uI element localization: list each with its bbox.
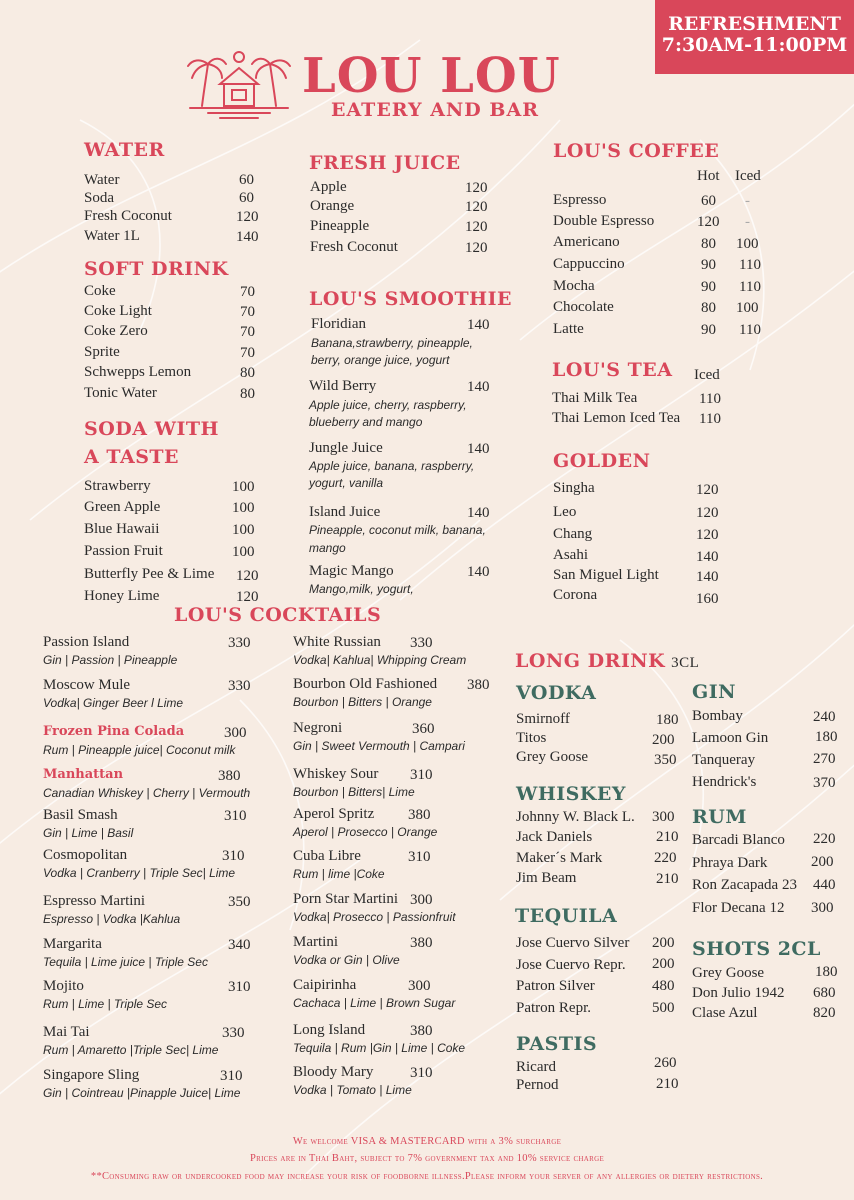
column-header-iced: Iced [735,168,761,184]
item-price-hot: 90 [701,322,716,338]
item-name: Jose Cuervo Repr. [516,957,626,973]
item-price-hot: 60 [701,193,716,209]
item-price: 120 [696,527,719,543]
item-price: 180 [815,964,838,980]
item-price: 350 [654,752,677,768]
cocktail-ingredients: Vodka | Cranberry | Triple Sec| Lime [43,866,236,880]
item-price-iced: - [745,193,750,209]
item-description: Pineapple, coconut milk, banana, [309,523,486,537]
item-name: Phraya Dark [692,855,768,871]
item-name: Singha [553,480,595,496]
item-name: Patron Silver [516,978,595,994]
item-price: 60 [239,172,254,188]
brand-name: LOU LOU [302,48,561,104]
item-price: 160 [696,591,719,607]
badge-line-2: 7:30AM-11:00PM [661,34,848,56]
cocktail-ingredients: Tequila | Rum |Gin | Lime | Coke [293,1041,466,1055]
cocktail-price: 300 [408,978,431,994]
cocktail-price: 330 [222,1025,245,1041]
item-name: Butterfly Pee & Lime [84,566,215,582]
cocktail-price: 310 [224,808,247,824]
item-price: 70 [240,324,255,340]
cocktail-price: 330 [410,635,433,651]
item-description: blueberry and mango [309,415,423,429]
item-price: 270 [813,751,836,767]
cocktail-price: 300 [224,725,247,741]
cocktail-price: 310 [408,849,431,865]
footer-payment-note: We welcome VISA & MASTERCARD with a 3% surcharge [292,1136,562,1147]
item-name: Don Julio 1942 [692,985,785,1001]
cocktail-price: 380 [467,677,490,693]
item-name: Floridian [311,316,366,332]
cocktail-price: 380 [408,807,431,823]
section-title-cocktails: LOU'S COCKTAILS [174,604,382,626]
cocktail-ingredients: Vodka| Prosecco | Passionfruit [293,910,456,924]
item-name: Green Apple [84,499,161,515]
cocktail-name: Cuba Libre [293,848,361,864]
footer-tax-note: Prices are in Thai Baht, subject to 7% government tax and 10% service charge [249,1153,605,1164]
item-price: 120 [465,219,488,235]
item-price: 100 [232,522,255,538]
item-name: Schwepps Lemon [84,364,192,380]
item-price: 200 [652,935,675,951]
badge-line-1: REFRESHMENT [668,13,841,35]
cocktail-name: Moscow Mule [43,677,131,693]
item-name: Ron Zacapada 23 [692,877,797,893]
item-name: Coke [84,283,116,299]
item-price: 70 [240,345,255,361]
item-description: Apple juice, cherry, raspberry, [309,398,467,412]
item-price: 120 [236,589,259,605]
item-name: Island Juice [309,504,381,520]
cocktail-name: Mojito [43,978,84,994]
cocktail-name: Negroni [293,720,343,736]
cocktail-name: Bloody Mary [293,1064,374,1080]
item-price: 140 [467,317,490,333]
item-name: Asahi [553,547,588,563]
item-name: Blue Hawaii [84,521,160,537]
item-price-hot: 80 [701,236,716,252]
item-name: Pineapple [310,218,370,234]
cocktail-price: 300 [410,892,433,908]
section-title-rum: RUM [692,806,747,828]
item-name: Corona [553,587,598,603]
section-title-soda-taste-1: SODA WITH [84,418,219,440]
menu-item [84,189,114,207]
item-name: Barcadi Blanco [692,832,785,848]
item-price: 210 [656,829,679,845]
item-price: 180 [656,712,679,728]
item-price: 70 [240,284,255,300]
item-price: 370 [813,775,836,791]
item-price: 140 [236,229,259,245]
cocktail-name: Martini [293,934,338,950]
item-description: berry, orange juice, yogurt [311,353,450,367]
item-name: San Miguel Light [553,567,659,583]
item-price: 110 [699,391,721,407]
section-title-gin: GIN [692,681,736,703]
item-name: Tonic Water [84,385,157,401]
item-price: 300 [811,900,834,916]
cocktail-ingredients: Vodka or Gin | Olive [293,953,400,967]
cocktail-price: 310 [228,979,251,995]
cocktail-ingredients: Rum | Pineapple juice| Coconut milk [43,743,236,757]
cocktail-ingredients: Canadian Whiskey | Cherry | Vermouth [43,786,251,800]
section-title-soft-drink: SOFT DRINK [84,258,229,280]
cocktail-name: Margarita [43,936,102,952]
cocktail-price: 380 [410,935,433,951]
cocktail-ingredients: Bourbon | Bitters | Orange [293,695,432,709]
item-price-iced: - [745,214,750,230]
item-name: Jim Beam [516,870,577,886]
cocktail-ingredients: Bourbon | Bitters| Lime [293,785,415,799]
cocktail-price: 310 [410,767,433,783]
beach-hut-palm-logo-icon [186,50,292,128]
item-price: 200 [652,732,675,748]
item-name: Hendrick's [692,774,757,790]
item-price-iced: 100 [736,236,759,252]
cocktail-name: Mai Tai [43,1024,90,1040]
item-name: Flor Decana 12 [692,900,785,916]
item-name: Pernod [516,1077,559,1093]
section-title-soda-taste-2: A TASTE [84,446,180,468]
item-price: 120 [465,199,488,215]
cocktail-name: Aperol Spritz [293,806,375,822]
long-drink-measure: 3CL [671,655,700,671]
item-description: Banana,strawberry, pineapple, [311,336,473,350]
item-name: Water 1L [84,228,140,244]
cocktail-ingredients: Aperol | Prosecco | Orange [293,825,438,839]
item-name: Americano [553,234,620,250]
item-name: Bombay [692,708,743,724]
item-price: 440 [813,877,836,893]
item-name: Passion Fruit [84,543,163,559]
cocktail-ingredients: Cachaca | Lime | Brown Sugar [293,996,456,1010]
item-price: 180 [815,729,838,745]
item-name: Ricard [516,1059,556,1075]
item-name: Smirnoff [516,711,570,727]
item-name: Jose Cuervo Silver [516,935,630,951]
item-name: Leo [553,504,577,520]
cocktail-name: Long Island [293,1022,366,1038]
item-price: 100 [232,479,255,495]
cocktail-ingredients: Espresso | Vodka |Kahlua [43,912,181,926]
item-name: Latte [553,321,584,337]
cocktail-price: 350 [228,894,251,910]
item-name: Mocha [553,278,595,294]
cocktail-ingredients: Gin | Lime | Basil [43,826,134,840]
item-name: Honey Lime [84,588,160,604]
section-title-whiskey: WHISKEY [516,783,626,805]
cocktail-price: 380 [218,768,241,784]
cocktail-name: Espresso Martini [43,893,146,909]
cocktail-name: Bourbon Old Fashioned [293,676,438,692]
item-price: 140 [467,441,490,457]
item-price: 140 [467,564,490,580]
cocktail-ingredients: Rum | Lime | Triple Sec [43,997,168,1011]
item-name: Jungle Juice [309,440,383,456]
item-name: Chang [553,526,593,542]
menu-item [84,227,140,245]
cocktail-price: 330 [228,635,251,651]
item-price: 210 [656,871,679,887]
cocktail-price: 310 [410,1065,433,1081]
menu-item [84,171,119,189]
item-name: Coke Light [84,303,152,319]
column-header-hot: Hot [697,168,720,184]
menu-item [84,207,172,225]
item-description: mango [309,541,346,555]
cocktail-ingredients: Rum | lime |Coke [293,867,385,881]
item-name: Wild Berry [309,378,377,394]
item-name: Thai Milk Tea [552,390,638,406]
cocktail-price: 330 [228,678,251,694]
item-price: 200 [811,854,834,870]
long-drink-title: LONG DRINK [515,650,666,672]
footer-allergy-note: **Consuming raw or undercooked food may increase your risk of foodborne illness.Please inform your server of any allergies or dietery restrictions. [90,1171,764,1182]
item-name: Strawberry [84,478,151,494]
item-name: Jack Daniels [516,829,593,845]
item-name: Thai Lemon Iced Tea [552,410,681,426]
item-price: 500 [652,1000,675,1016]
item-price: 120 [465,240,488,256]
item-name: Espresso [553,192,607,208]
item-name: Maker´s Mark [516,850,603,866]
cocktail-price: 310 [222,848,245,864]
section-title-fresh-juice: FRESH JUICE [309,152,461,174]
cocktail-price: 340 [228,937,251,953]
cocktail-ingredients: Rum | Amaretto |Triple Sec| Lime [43,1043,219,1057]
item-price: 480 [652,978,675,994]
item-price-hot: 80 [701,300,716,316]
item-name: Sprite [84,344,120,360]
section-title-long-drink [515,650,699,674]
section-title-smoothie: LOU'S SMOOTHIE [309,288,512,310]
item-price: 120 [236,568,259,584]
cocktail-name: Frozen Pina Colada [43,724,185,739]
item-price-iced: 110 [739,279,761,295]
item-price: 110 [699,411,721,427]
section-title-pastis: PASTIS [516,1033,598,1055]
item-name: Tanqueray [692,752,756,768]
cocktail-name: Cosmopolitan [43,847,128,863]
item-name: Titos [516,730,547,746]
item-price: 140 [467,379,490,395]
item-price: 260 [654,1055,677,1071]
item-name: Grey Goose [516,749,589,765]
item-name: Coke Zero [84,323,148,339]
cocktail-ingredients: Vodka | Tomato | Lime [293,1083,412,1097]
section-title-tea: LOU'S TEA [552,359,673,381]
item-price-iced: 110 [739,257,761,273]
item-name: Soda [84,190,114,206]
item-price: 80 [240,365,255,381]
item-name: Double Espresso [553,213,655,229]
item-name: Lamoon Gin [692,730,769,746]
item-name: Patron Repr. [516,1000,591,1016]
column-header-iced: Iced [694,367,720,383]
item-name: Orange [310,198,355,214]
item-price: 100 [232,544,255,560]
cocktail-ingredients: Gin | Passion | Pineapple [43,653,178,667]
item-price: 680 [813,985,836,1001]
item-name: Chocolate [553,299,614,315]
item-price-hot: 90 [701,257,716,273]
item-name: Fresh Coconut [84,208,172,224]
item-description: Apple juice, banana, raspberry, [309,459,475,473]
hours-badge [655,0,854,74]
cocktail-name: Porn Star Martini [293,891,398,907]
item-price: 120 [696,482,719,498]
item-price: 80 [240,386,255,402]
cocktail-ingredients: Tequila | Lime juice | Triple Sec [43,955,208,969]
brand-subtitle: EATERY AND BAR [331,99,539,121]
section-title-coffee: LOU'S COFFEE [553,140,720,162]
item-name: Apple [310,179,347,195]
item-description: Mango,milk, yogurt, [309,582,414,596]
cocktail-ingredients: Gin | Sweet Vermouth | Campari [293,739,465,753]
cocktail-name: Caipirinha [293,977,357,993]
cocktail-name: Basil Smash [43,807,118,823]
item-price: 220 [654,850,677,866]
item-name: Grey Goose [692,965,765,981]
cocktail-price: 360 [412,721,435,737]
item-price: 120 [465,180,488,196]
item-description: yogurt, vanilla [309,476,384,490]
cocktail-name: White Russian [293,634,381,650]
item-price: 60 [239,190,254,206]
cocktail-ingredients: Gin | Cointreau |Pinapple Juice| Lime [43,1086,241,1100]
cocktail-ingredients: Vodka| Ginger Beer l Lime [43,696,184,710]
cocktail-name: Whiskey Sour [293,766,379,782]
cocktail-name: Passion Island [43,634,130,650]
item-name: Cappuccino [553,256,625,272]
item-price-iced: 110 [739,322,761,338]
item-name: Johnny W. Black L. [516,809,635,825]
item-price-hot: 120 [697,214,720,230]
item-price: 140 [467,505,490,521]
item-price: 240 [813,709,836,725]
item-price: 300 [652,809,675,825]
item-price: 200 [652,956,675,972]
item-price: 100 [232,500,255,516]
item-price: 120 [696,505,719,521]
item-price-hot: 90 [701,279,716,295]
item-name: Clase Azul [692,1005,758,1021]
item-price-iced: 100 [736,300,759,316]
cocktail-price: 310 [220,1068,243,1084]
cocktail-name: Manhattan [43,767,124,782]
item-price: 140 [696,569,719,585]
section-title-vodka: VODKA [516,682,597,704]
item-name: Water [84,172,120,188]
item-price: 140 [696,549,719,565]
cocktail-ingredients: Vodka| Kahlua| Whipping Cream [293,653,467,667]
item-price: 220 [813,831,836,847]
section-title-shots: SHOTS 2CL [692,938,821,960]
section-title-golden: GOLDEN [553,450,651,472]
section-title-water: WATER [84,139,165,161]
item-name: Magic Mango [309,563,394,579]
cocktail-price: 380 [410,1023,433,1039]
item-name: Fresh Coconut [310,239,398,255]
item-price: 820 [813,1005,836,1021]
item-price: 210 [656,1076,679,1092]
section-title-tequila: TEQUILA [515,905,618,927]
item-price: 70 [240,304,255,320]
item-price: 120 [236,209,259,225]
cocktail-name: Singapore Sling [43,1067,140,1083]
